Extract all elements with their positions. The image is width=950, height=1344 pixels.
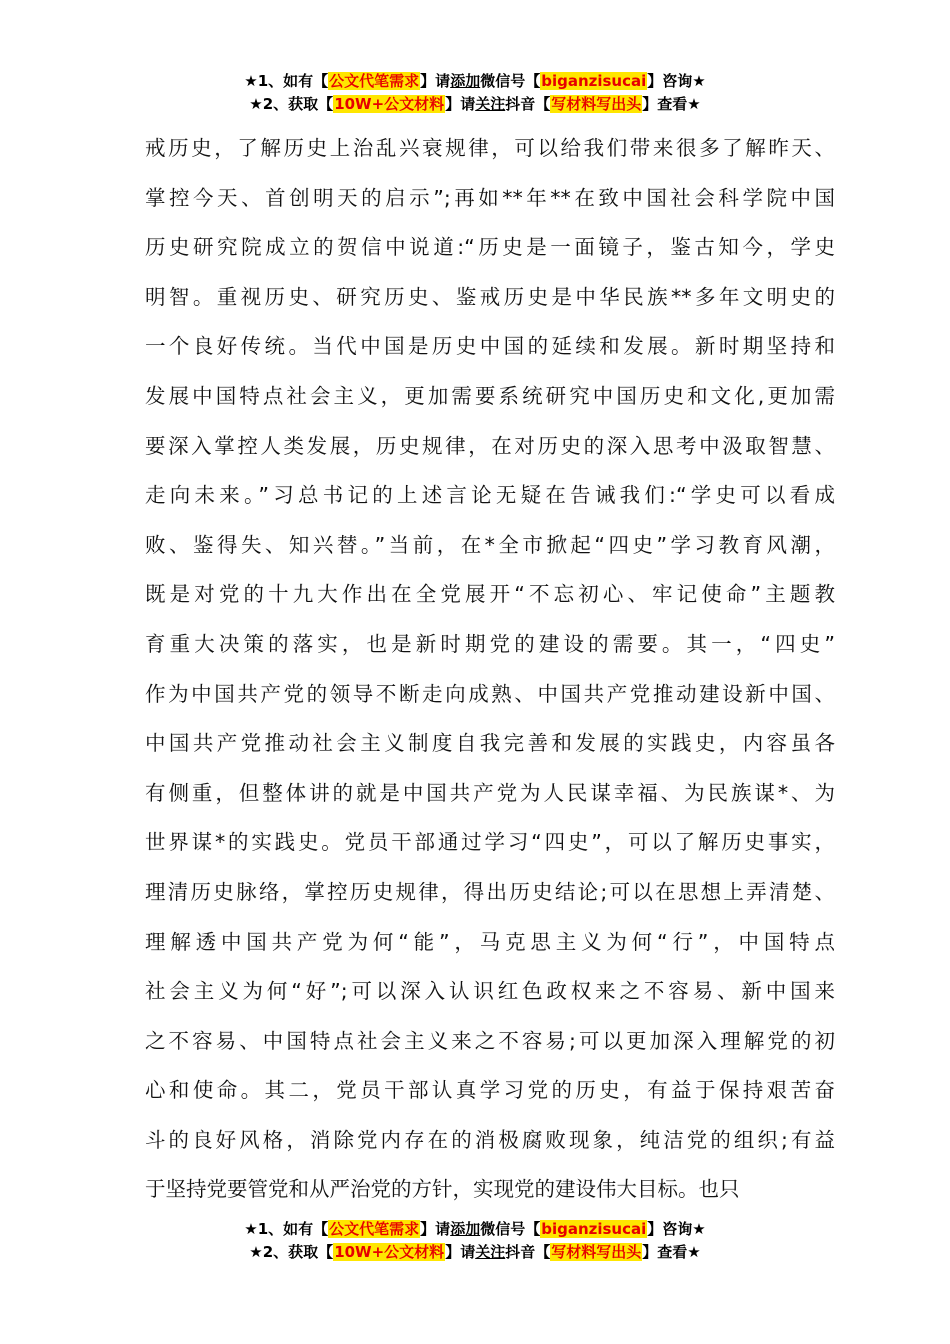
body-line: 败、鉴得失、知兴替。”当前，在*全市掀起“四史”学习教育风潮， [145, 532, 835, 557]
body-line: 育重大决策的落实，也是新时期党的建设的需要。其一，“四史” [145, 631, 835, 656]
header-line-2-highlight-account: 写材料写出头 [551, 95, 642, 113]
header-line-1-highlight-wechat-id: biganzisucai [541, 72, 647, 90]
body-line: 掌控今天、首创明天的启示”;再如**年**在致中国社会科学院中国 [145, 185, 835, 210]
header-line-1-suffix: 】咨询★ [647, 72, 706, 90]
body-line: 之不容易、中国特点社会主义来之不容易;可以更加深入理解党的初 [145, 1028, 835, 1053]
footer-line-1 [0, 1218, 950, 1241]
footer-line-1-middle-a: 】请 [420, 1220, 451, 1238]
footer-line-1-emphasis: 添加 [450, 1220, 481, 1238]
body-line: 心和使命。其二，党员干部认真学习党的历史，有益于保持艰苦奋 [145, 1078, 835, 1103]
body-line: 戒历史，了解历史上治乱兴衰规律，可以给我们带来很多了解昨天、 [145, 136, 835, 160]
body-line: 世界谋*的实践史。党员干部通过学习“四史”，可以了解历史事实， [145, 830, 835, 855]
header-line-2-middle-a: 】请 [445, 95, 476, 113]
footer-line-1-highlight-service: 公文代笔需求 [329, 1220, 420, 1238]
body-line: 作为中国共产党的领导不断走向成熟、中国共产党推动建设新中国、 [145, 681, 835, 706]
body-line: 理清历史脉络，掌控历史规律，得出历史结论;可以在思想上弄清楚、 [145, 879, 835, 904]
header-banner [0, 70, 950, 116]
header-line-1-highlight-service: 公文代笔需求 [329, 72, 420, 90]
header-line-1-middle-a: 】请 [420, 72, 451, 90]
header-line-1 [0, 70, 950, 93]
body-line: 有侧重，但整体讲的就是中国共产党为人民谋幸福、为民族谋*、为 [145, 780, 835, 805]
footer-line-1-highlight-wechat-id: biganzisucai [541, 1220, 647, 1238]
document-body [145, 124, 835, 1215]
footer-line-2-middle-b: 抖音【 [505, 1243, 551, 1261]
footer-line-2-middle-a: 】请 [445, 1243, 476, 1261]
footer-line-2-highlight-account: 写材料写出头 [551, 1243, 642, 1261]
footer-line-1-middle-b: 微信号【 [480, 1220, 541, 1238]
body-line: 于坚持党要管党和从严治党的方针，实现党的建设伟大目标。也只 [145, 1177, 740, 1202]
footer-line-2-suffix: 】查看★ [642, 1243, 701, 1261]
body-line: 要深入掌控人类发展，历史规律，在对历史的深入思考中汲取智慧、 [145, 433, 835, 458]
footer-line-2-highlight-materials: 10W+公文材料 [334, 1243, 445, 1261]
footer-line-1-suffix: 】咨询★ [647, 1220, 706, 1238]
body-line: 理解透中国共产党为何“能”，马克思主义为何“行”，中国特点 [145, 929, 835, 954]
footer-banner [0, 1218, 950, 1264]
body-line: 中国共产党推动社会主义制度自我完善和发展的实践史，内容虽各 [145, 731, 835, 756]
header-line-1-middle-b: 微信号【 [480, 72, 541, 90]
body-line: 明智。重视历史、研究历史、鉴戒历史是中华民族**多年文明史的 [145, 284, 835, 309]
body-line: 发展中国特点社会主义，更加需要系统研究中国历史和文化,更加需 [145, 383, 835, 408]
header-line-2-prefix: ★2、获取【 [249, 95, 334, 113]
header-line-1-emphasis: 添加 [450, 72, 481, 90]
body-line: 社会主义为何“好”;可以深入认识红色政权来之不容易、新中国来 [145, 979, 835, 1004]
header-line-1-prefix: ★1、如有【 [244, 72, 329, 90]
footer-line-2-emphasis: 关注 [475, 1243, 506, 1261]
footer-line-1-prefix: ★1、如有【 [244, 1220, 329, 1238]
header-line-2-middle-b: 抖音【 [505, 95, 551, 113]
body-line: 历史研究院成立的贺信中说道:“历史是一面镜子，鉴古知今，学史 [145, 235, 835, 260]
body-line: 斗的良好风格，消除党内存在的消极腐败现象，纯洁党的组织;有益 [145, 1127, 835, 1152]
header-line-2 [0, 93, 950, 116]
header-line-2-suffix: 】查看★ [642, 95, 701, 113]
footer-line-2-prefix: ★2、获取【 [249, 1243, 334, 1261]
body-line: 走向未来。”习总书记的上述言论无疑在告诫我们:“学史可以看成 [145, 483, 835, 508]
header-line-2-highlight-materials: 10W+公文材料 [334, 95, 445, 113]
body-line: 一个良好传统。当代中国是历史中国的延续和发展。新时期坚持和 [145, 334, 835, 359]
footer-line-2 [0, 1241, 950, 1264]
body-line: 既是对党的十九大作出在全党展开“不忘初心、牢记使命”主题教 [145, 582, 835, 607]
header-line-2-emphasis: 关注 [475, 95, 506, 113]
